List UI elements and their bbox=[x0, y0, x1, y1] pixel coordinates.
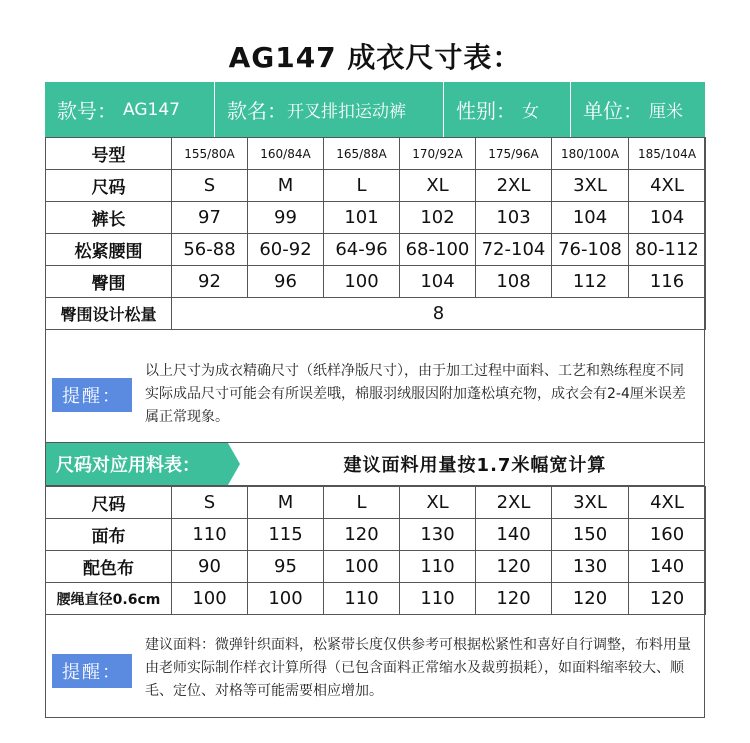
table-cell: 110 bbox=[172, 519, 248, 551]
table-cell: 99 bbox=[248, 202, 324, 234]
table-cell: 3XL bbox=[552, 487, 629, 519]
table-row bbox=[46, 170, 706, 202]
table-cell: 104 bbox=[400, 266, 476, 298]
row-label: 裤长 bbox=[46, 202, 172, 234]
style-label: 款号： bbox=[57, 99, 117, 123]
table-cell: 2XL bbox=[476, 487, 552, 519]
table-cell: 68-100 bbox=[400, 234, 476, 266]
table-cell: 80-112 bbox=[629, 234, 706, 266]
style-name bbox=[215, 82, 444, 137]
reminder-note-1 bbox=[45, 340, 705, 442]
ease-value: 8 bbox=[172, 298, 706, 330]
style-value: AG147 bbox=[123, 99, 180, 120]
row-label: 面布 bbox=[46, 519, 172, 551]
row-label: 腰绳直径0.6cm bbox=[46, 583, 172, 615]
table-cell: 160/84A bbox=[248, 138, 324, 170]
row-label: 臀围 bbox=[46, 266, 172, 298]
table-cell: 110 bbox=[400, 583, 476, 615]
table-cell: 120 bbox=[476, 583, 552, 615]
table-row bbox=[46, 551, 706, 583]
table-cell: 108 bbox=[476, 266, 552, 298]
header-bar bbox=[45, 82, 705, 137]
gender bbox=[444, 82, 571, 137]
table-cell: S bbox=[172, 487, 248, 519]
table-row bbox=[46, 519, 706, 551]
table-cell: 95 bbox=[248, 551, 324, 583]
unit bbox=[571, 82, 705, 137]
gender-label: 性别： bbox=[456, 99, 516, 123]
table-cell: 120 bbox=[324, 519, 400, 551]
table-row bbox=[46, 298, 706, 330]
row-label: 号型 bbox=[46, 138, 172, 170]
table-cell: 101 bbox=[324, 202, 400, 234]
table-row bbox=[46, 138, 706, 170]
table-cell: 3XL bbox=[552, 170, 629, 202]
table-cell: 96 bbox=[248, 266, 324, 298]
table-row bbox=[46, 202, 706, 234]
row-label: 尺码 bbox=[46, 487, 172, 519]
table-cell: 76-108 bbox=[552, 234, 629, 266]
table-cell: XL bbox=[400, 170, 476, 202]
name-value: 开叉排扣运动裤 bbox=[287, 102, 406, 122]
table-cell: 116 bbox=[629, 266, 706, 298]
table-row bbox=[46, 234, 706, 266]
table-cell: 4XL bbox=[629, 170, 706, 202]
table-cell: 155/80A bbox=[172, 138, 248, 170]
table-cell: 4XL bbox=[629, 487, 706, 519]
table-cell: 175/96A bbox=[476, 138, 552, 170]
table-cell: 64-96 bbox=[324, 234, 400, 266]
table-cell: 115 bbox=[248, 519, 324, 551]
table-cell: 102 bbox=[400, 202, 476, 234]
table-cell: 100 bbox=[324, 551, 400, 583]
table-cell: 120 bbox=[629, 583, 706, 615]
band-arrow bbox=[228, 443, 240, 485]
table-row bbox=[46, 266, 706, 298]
table-cell: 112 bbox=[552, 266, 629, 298]
table-cell: 110 bbox=[400, 551, 476, 583]
row-label: 尺码 bbox=[46, 170, 172, 202]
row-label: 松紧腰围 bbox=[46, 234, 172, 266]
reminder-note-2 bbox=[45, 618, 705, 718]
table-cell: M bbox=[248, 170, 324, 202]
table-cell: 104 bbox=[552, 202, 629, 234]
table-cell: 185/104A bbox=[629, 138, 706, 170]
table-cell: 100 bbox=[324, 266, 400, 298]
table-cell: M bbox=[248, 487, 324, 519]
style-number bbox=[45, 82, 215, 137]
gender-value: 女 bbox=[522, 102, 539, 122]
fabric-band-title: 尺码对应用料表： bbox=[46, 443, 228, 485]
table-cell: 140 bbox=[476, 519, 552, 551]
table-cell: 180/100A bbox=[552, 138, 629, 170]
name-label: 款名： bbox=[227, 99, 287, 123]
table-cell: 130 bbox=[552, 551, 629, 583]
table-cell: 165/88A bbox=[324, 138, 400, 170]
table-cell: 103 bbox=[476, 202, 552, 234]
reminder-text: 以上尺寸为成衣精确尺寸（纸样净版尺寸），由于加工过程中面料、工艺和熟练程度不同实际成品尺寸可能会有所误差哦，棉服羽绒服因附加蓬松填充物，成衣会有2-4厘米误差属正常现象。 bbox=[145, 363, 686, 425]
table-cell: XL bbox=[400, 487, 476, 519]
table-row bbox=[46, 487, 706, 519]
table-cell: 2XL bbox=[476, 170, 552, 202]
table-cell: 90 bbox=[172, 551, 248, 583]
ease-label: 臀围设计松量 bbox=[46, 298, 172, 330]
reminder-text: 建议面料：微弹针织面料，松紧带长度仅供参考可根据松紧性和喜好自行调整，布料用量由老师实际制作样衣计算所得（已包含面料正常缩水及裁剪损耗），如面料缩率较大、顺毛、定位、对格等可能需要相应增加。 bbox=[145, 637, 691, 699]
table-cell: 150 bbox=[552, 519, 629, 551]
table-cell: 92 bbox=[172, 266, 248, 298]
fabric-band-note: 建议面料用量按1.7米幅宽计算 bbox=[343, 455, 607, 476]
table-cell: S bbox=[172, 170, 248, 202]
row-label: 配色布 bbox=[46, 551, 172, 583]
table-cell: 104 bbox=[629, 202, 706, 234]
page-title: AG147 成衣尺寸表： bbox=[228, 41, 522, 74]
table-cell: 56-88 bbox=[172, 234, 248, 266]
table-cell: 100 bbox=[248, 583, 324, 615]
table-cell: 170/92A bbox=[400, 138, 476, 170]
unit-label: 单位： bbox=[583, 99, 643, 123]
table-cell: 120 bbox=[552, 583, 629, 615]
table-cell: L bbox=[324, 170, 400, 202]
fabric-band bbox=[45, 442, 705, 486]
size-table bbox=[45, 137, 706, 330]
reminder-badge: 提醒： bbox=[52, 654, 132, 688]
table-cell: 72-104 bbox=[476, 234, 552, 266]
table-cell: 97 bbox=[172, 202, 248, 234]
table-cell: 160 bbox=[629, 519, 706, 551]
table-cell: 60-92 bbox=[248, 234, 324, 266]
unit-value: 厘米 bbox=[649, 102, 683, 122]
table-cell: 120 bbox=[476, 551, 552, 583]
table-cell: 110 bbox=[324, 583, 400, 615]
table-cell: L bbox=[324, 487, 400, 519]
table-cell: 140 bbox=[629, 551, 706, 583]
table-cell: 100 bbox=[172, 583, 248, 615]
fabric-table bbox=[45, 486, 706, 615]
reminder-badge: 提醒： bbox=[52, 378, 132, 412]
table-cell: 130 bbox=[400, 519, 476, 551]
table-row bbox=[46, 583, 706, 615]
